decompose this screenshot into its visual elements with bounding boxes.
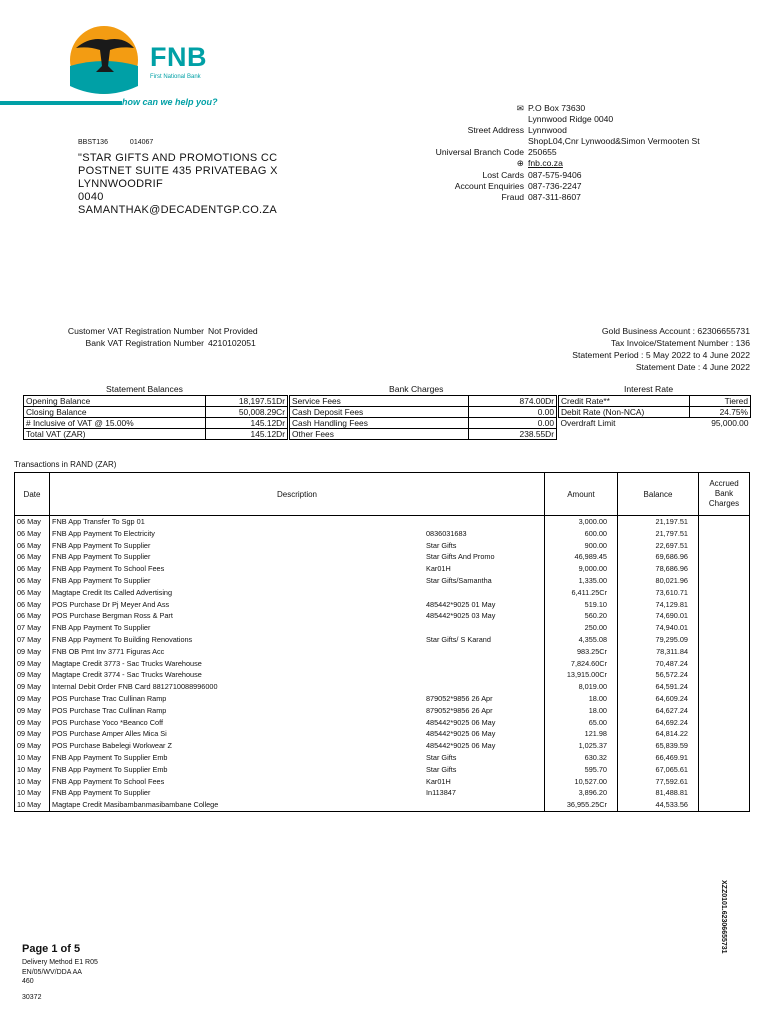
table-header-row (15, 473, 750, 516)
footer-code-3: 30372 (22, 994, 42, 1001)
table-row (15, 540, 750, 552)
customer-vat-label: Customer VAT Registration Number (67, 326, 204, 336)
table-row (15, 776, 750, 788)
reference-cell (424, 669, 545, 681)
balance-label: Total VAT (ZAR) (24, 429, 206, 440)
address-line: POSTNET SUITE 435 PRIVATEBAG X (78, 165, 278, 177)
amount-cell: 36,955.25Cr (545, 799, 618, 811)
balance-value: 145.12Dr (205, 418, 287, 429)
balance-cell: 21,797.51 (618, 528, 699, 540)
amount-cell: 7,824.60Cr (545, 658, 618, 670)
description-cell: Magtape Credit 3774 - Sac Trucks Warehouse (50, 669, 425, 681)
balance-label: # Inclusive of VAT @ 15.00% (24, 418, 206, 429)
description-cell: FNB App Payment To Supplier (50, 622, 425, 634)
account-enquiries-label: Account Enquiries (454, 180, 524, 191)
table-row (24, 429, 288, 440)
bank-info-row (404, 158, 744, 169)
description-cell: FNB App Payment To Building Renovations (50, 634, 425, 646)
amount-cell: 9,000.00 (545, 563, 618, 575)
description-cell: Internal Debit Order FNB Card 8812710088996000 (50, 681, 425, 693)
interest-value: Tiered (689, 396, 750, 407)
address-email: SAMANTHAK@DECADENTGP.CO.ZA (78, 204, 278, 216)
statement-date: Statement Date : 4 June 2022 (635, 362, 750, 372)
description-column-header: Description (50, 473, 545, 516)
date-cell: 06 May (15, 610, 50, 622)
bank-info-row (404, 181, 744, 192)
interest-label: Overdraft Limit (560, 418, 616, 428)
acacia-tree-icon (66, 26, 146, 96)
description-cell: Magtape Credit Masibambanmasibambane College (50, 799, 425, 811)
description-cell: POS Purchase Amper Alles Mica Si (50, 728, 425, 740)
date-cell: 10 May (15, 776, 50, 788)
balances-table (23, 395, 288, 440)
accrued-charges-cell (699, 575, 750, 587)
table-row (15, 787, 750, 799)
interest-value: 95,000.00 (711, 418, 749, 428)
brand-subtitle: First National Bank (150, 74, 201, 80)
balance-cell: 81,488.81 (618, 787, 699, 799)
amount-cell: 250.00 (545, 622, 618, 634)
balance-value: 145.12Dr (205, 429, 287, 440)
accrued-charges-cell (699, 728, 750, 740)
amount-cell: 4,355.08 (545, 634, 618, 646)
amount-cell: 1,025.37 (545, 740, 618, 752)
charge-label: Cash Handling Fees (290, 418, 469, 429)
lost-cards-number: 087-575-9406 (528, 169, 582, 180)
branch-codes (78, 139, 173, 146)
description-cell: FNB App Payment To Supplier Emb (50, 752, 425, 764)
date-cell: 09 May (15, 728, 50, 740)
address-line: LYNNWOODRIF (78, 178, 163, 190)
table-row (24, 418, 288, 429)
table-row (15, 658, 750, 670)
amount-cell: 8,019.00 (545, 681, 618, 693)
footer-code-2: 460 (22, 978, 34, 985)
balance-cell: 77,592.61 (618, 776, 699, 788)
amount-cell: 3,896.20 (545, 787, 618, 799)
reference-cell (424, 587, 545, 599)
table-row (15, 681, 750, 693)
balance-cell: 21,197.51 (618, 516, 699, 528)
accrued-charges-cell (699, 669, 750, 681)
bank-info-row (404, 136, 744, 147)
brand-name: FNB (150, 42, 207, 72)
date-cell: 09 May (15, 705, 50, 717)
table-row (24, 407, 288, 418)
amount-cell: 900.00 (545, 540, 618, 552)
table-row (290, 418, 557, 429)
accrued-charges-cell (699, 610, 750, 622)
charge-value: 0.00 (469, 407, 557, 418)
interest-rate-title: Interest Rate (624, 384, 674, 394)
date-cell: 06 May (15, 563, 50, 575)
table-row (15, 752, 750, 764)
accrued-charges-cell (699, 776, 750, 788)
reference-cell: 879052*9856 26 Apr (426, 693, 493, 703)
statement-period: Statement Period : 5 May 2022 to 4 June 2022 (572, 350, 750, 360)
date-cell: 09 May (15, 693, 50, 705)
reference-cell: 485442*9025 06 May (426, 741, 496, 751)
table-row (290, 396, 557, 407)
branch-code: 250655 (528, 147, 557, 158)
table-row (15, 622, 750, 634)
balance-cell: 66,469.91 (618, 752, 699, 764)
date-column-header: Date (15, 473, 50, 516)
balance-cell: 64,591.24 (618, 681, 699, 693)
balance-cell: 74,690.01 (618, 610, 699, 622)
table-row (559, 396, 751, 407)
date-cell: 06 May (15, 540, 50, 552)
accrued-charges-cell (699, 705, 750, 717)
interest-table (558, 395, 751, 428)
description-cell: FNB App Payment To Supplier (50, 551, 425, 563)
reference-cell: 485442*9025 06 May (426, 717, 496, 727)
delivery-method: Delivery Method E1 R05 (22, 959, 98, 966)
description-cell: FNB App Payment To Supplier Emb (50, 764, 425, 776)
description-cell: FNB App Transfer To Sgp 01 (50, 516, 425, 528)
amount-cell: 630.32 (545, 752, 618, 764)
reference-cell: 485442*9025 03 May (426, 611, 496, 621)
table-row (15, 516, 750, 528)
accrued-charges-cell (699, 752, 750, 764)
table-row (15, 610, 750, 622)
accrued-charges-cell (699, 622, 750, 634)
reference-cell (424, 681, 545, 693)
table-row (15, 575, 750, 587)
bank-charges-title: Bank Charges (389, 384, 444, 394)
table-row (15, 587, 750, 599)
balance-cell: 78,686.96 (618, 563, 699, 575)
reference-cell: Kar01H (426, 776, 451, 786)
amount-cell: 46,989.45 (545, 551, 618, 563)
table-row (15, 705, 750, 717)
description-cell: FNB App Payment To Electricity (50, 528, 425, 540)
balance-cell: 79,295.09 (618, 634, 699, 646)
date-cell: 10 May (15, 752, 50, 764)
side-reference-code: XZZ0101.62306655731 (720, 880, 727, 954)
reference-cell: In113847 (426, 788, 456, 798)
code-1: BBST136 (78, 139, 108, 146)
reference-cell: Star Gifts (426, 540, 457, 550)
date-cell: 06 May (15, 516, 50, 528)
balance-cell: 64,627.24 (618, 705, 699, 717)
table-row (15, 669, 750, 681)
street-address: Lynnwood (528, 125, 567, 136)
balance-value: 50,008.29Cr (205, 407, 287, 418)
reference-cell (424, 516, 545, 528)
date-cell: 07 May (15, 634, 50, 646)
accrued-charges-cell (699, 516, 750, 528)
amount-cell: 13,915.00Cr (545, 669, 618, 681)
amount-cell: 1,335.00 (545, 575, 618, 587)
charges-table (289, 395, 557, 440)
accrued-charges-cell (699, 658, 750, 670)
description-cell: POS Purchase Dr Pj Meyer And Ass (50, 599, 425, 611)
amount-cell: 65.00 (545, 717, 618, 729)
charge-label: Service Fees (290, 396, 469, 407)
description-cell: FNB OB Pmt Inv 3771 Figuras Acc (50, 646, 425, 658)
po-box-area: Lynnwood Ridge 0040 (528, 114, 614, 125)
date-cell: 06 May (15, 528, 50, 540)
accrued-charges-cell (699, 563, 750, 575)
bank-info-row (404, 147, 744, 158)
table-row (15, 563, 750, 575)
amount-cell: 10,527.00 (545, 776, 618, 788)
table-row (15, 717, 750, 729)
branch-code-label: Universal Branch Code (435, 147, 524, 158)
street-address-label: Street Address (467, 125, 524, 136)
po-box: P.O Box 73630 (528, 103, 586, 113)
reference-cell (424, 646, 545, 658)
description-cell: Magtape Credit 3773 - Sac Trucks Warehouse (50, 658, 425, 670)
table-row (15, 764, 750, 776)
accrued-charges-cell (699, 551, 750, 563)
date-cell: 06 May (15, 587, 50, 599)
vat-registration (26, 325, 258, 349)
tagline-rule (0, 101, 122, 105)
table-row (15, 693, 750, 705)
reference-cell: Kar01H (426, 564, 451, 574)
reference-cell: Star Gifts/ S Karand (426, 634, 491, 644)
street-address-detail: ShopL04,Cnr Lynwood&Simon Vermooten St (528, 136, 700, 147)
customer-vat-value: Not Provided (208, 326, 258, 336)
charge-label: Other Fees (290, 429, 469, 440)
accrued-charges-cell (699, 787, 750, 799)
date-cell: 06 May (15, 575, 50, 587)
balance-cell: 80,021.96 (618, 575, 699, 587)
table-row (15, 728, 750, 740)
date-cell: 09 May (15, 658, 50, 670)
accrued-charges-cell (699, 764, 750, 776)
date-cell: 09 May (15, 669, 50, 681)
table-row (15, 551, 750, 563)
balance-cell: 74,940.01 (618, 622, 699, 634)
accrued-charges-column-header: Accrued Bank Charges (699, 473, 750, 516)
bank-info-row (404, 103, 744, 114)
page-number: Page 1 of 5 (22, 943, 81, 955)
table-row (290, 429, 557, 440)
fraud-number: 087-311-8607 (528, 191, 581, 202)
account-enquiries-number: 087-736-2247 (528, 180, 582, 191)
date-cell: 09 May (15, 646, 50, 658)
reference-cell: 485442*9025 06 May (426, 729, 496, 739)
date-cell: 10 May (15, 764, 50, 776)
reference-cell: Star Gifts And Promo (426, 552, 495, 562)
interest-label: Debit Rate (Non-NCA) (559, 407, 690, 418)
transactions-title: Transactions in RAND (ZAR) (14, 460, 117, 469)
amount-cell: 600.00 (545, 528, 618, 540)
account-details (572, 325, 750, 373)
accrued-charges-cell (699, 740, 750, 752)
address-line: "STAR GIFTS AND PROMOTIONS CC (78, 152, 278, 164)
interest-value: 24.75% (689, 407, 750, 418)
reference-cell: Star Gifts (426, 764, 457, 774)
amount-cell: 519.10 (545, 599, 618, 611)
envelope-icon: ✉ (516, 103, 524, 113)
bank-info-row (404, 125, 744, 136)
description-cell: POS Purchase Trac Cullinan Ramp (50, 705, 425, 717)
accrued-charges-cell (699, 717, 750, 729)
amount-cell: 983.25Cr (545, 646, 618, 658)
customer-address (78, 152, 278, 217)
table-row (24, 396, 288, 407)
reference-cell: 0836031683 (426, 528, 467, 538)
balance-cell: 65,839.59 (618, 740, 699, 752)
description-cell: FNB App Payment To School Fees (50, 776, 425, 788)
amount-column-header: Amount (545, 473, 618, 516)
accrued-charges-cell (699, 799, 750, 811)
reference-cell (424, 658, 545, 670)
date-cell: 10 May (15, 799, 50, 811)
description-cell: POS Purchase Bergman Ross & Part (50, 610, 425, 622)
table-row (559, 407, 751, 418)
balance-cell: 64,814.22 (618, 728, 699, 740)
accrued-charges-cell (699, 540, 750, 552)
accrued-charges-cell (699, 599, 750, 611)
code-2: 014067 (129, 139, 154, 146)
balance-cell: 22,697.51 (618, 540, 699, 552)
date-cell: 06 May (15, 599, 50, 611)
interest-label: Credit Rate** (559, 396, 690, 407)
accrued-charges-cell (699, 528, 750, 540)
balance-cell: 44,533.56 (618, 799, 699, 811)
amount-cell: 3,000.00 (545, 516, 618, 528)
bank-vat-value: 4210102051 (208, 338, 256, 348)
transactions-body (15, 516, 750, 812)
globe-icon: ⊕ (516, 158, 524, 169)
description-cell: FNB App Payment To Supplier (50, 575, 425, 587)
table-row (15, 646, 750, 658)
accrued-charges-cell (699, 634, 750, 646)
footer-code-1: EN/05/WV/DDA AA (22, 968, 82, 976)
address-line: 0040 (78, 191, 104, 203)
table-row (290, 407, 557, 418)
reference-cell: Star Gifts/Samantha (426, 575, 492, 585)
description-cell: FNB App Payment To School Fees (50, 563, 425, 575)
date-cell: 09 May (15, 681, 50, 693)
accrued-charges-cell (699, 646, 750, 658)
table-row (15, 634, 750, 646)
transactions-table (14, 472, 750, 812)
description-cell: Magtape Credit Its Called Advertising (50, 587, 425, 599)
bank-info-row (404, 170, 744, 181)
charge-value: 874.00Dr (469, 396, 557, 407)
table-row (15, 799, 750, 811)
footer-meta (22, 958, 98, 987)
description-cell: POS Purchase Babelegi Workwear Z (50, 740, 425, 752)
bank-info-row (404, 114, 744, 125)
balance-cell: 67,065.61 (618, 764, 699, 776)
tagline: how can we help you? (122, 97, 218, 107)
table-row (15, 528, 750, 540)
balance-cell: 64,609.24 (618, 693, 699, 705)
amount-cell: 6,411.25Cr (545, 587, 618, 599)
date-cell: 09 May (15, 740, 50, 752)
date-cell: 07 May (15, 622, 50, 634)
statement-number: Tax Invoice/Statement Number : 136 (610, 338, 750, 348)
reference-cell: 879052*9856 26 Apr (426, 705, 493, 715)
accrued-charges-cell (699, 681, 750, 693)
balance-cell: 56,572.24 (618, 669, 699, 681)
balance-value: 18,197.51Dr (205, 396, 287, 407)
description-cell: FNB App Payment To Supplier (50, 787, 425, 799)
accrued-charges-cell (699, 587, 750, 599)
balance-label: Closing Balance (24, 407, 206, 418)
description-cell: POS Purchase Trac Cullinan Ramp (50, 693, 425, 705)
table-row (15, 599, 750, 611)
date-cell: 09 May (15, 717, 50, 729)
balance-cell: 78,311.84 (618, 646, 699, 658)
balance-column-header: Balance (618, 473, 699, 516)
balance-cell: 69,686.96 (618, 551, 699, 563)
lost-cards-label: Lost Cards (482, 169, 524, 180)
fraud-label: Fraud (501, 191, 524, 202)
statement-balances-title: Statement Balances (106, 384, 183, 394)
reference-cell (424, 622, 545, 634)
website-link[interactable]: fnb.co.za (528, 158, 563, 169)
amount-cell: 18.00 (545, 705, 618, 717)
date-cell: 06 May (15, 551, 50, 563)
charge-value: 0.00 (469, 418, 557, 429)
balance-cell: 64,692.24 (618, 717, 699, 729)
accrued-charges-cell (699, 693, 750, 705)
balance-cell: 74,129.81 (618, 599, 699, 611)
description-cell: FNB App Payment To Supplier (50, 540, 425, 552)
amount-cell: 595.70 (545, 764, 618, 776)
reference-cell: 485442*9025 01 May (426, 599, 496, 609)
bank-contact-info (404, 103, 744, 203)
amount-cell: 121.98 (545, 728, 618, 740)
bank-vat-label: Bank VAT Registration Number (85, 338, 204, 348)
balance-cell: 70,487.24 (618, 658, 699, 670)
charge-label: Cash Deposit Fees (290, 407, 469, 418)
bank-info-row (404, 192, 744, 203)
description-cell: POS Purchase Yoco *Beanco Coff (50, 717, 425, 729)
reference-cell: Star Gifts (426, 752, 457, 762)
amount-cell: 560.20 (545, 610, 618, 622)
amount-cell: 18.00 (545, 693, 618, 705)
charge-value: 238.55Dr (469, 429, 557, 440)
date-cell: 10 May (15, 787, 50, 799)
reference-cell (424, 799, 545, 811)
table-row (559, 418, 751, 429)
table-row (15, 740, 750, 752)
account-type-number: Gold Business Account : 62306655731 (601, 326, 750, 336)
balance-label: Opening Balance (24, 396, 206, 407)
balance-cell: 73,610.71 (618, 587, 699, 599)
